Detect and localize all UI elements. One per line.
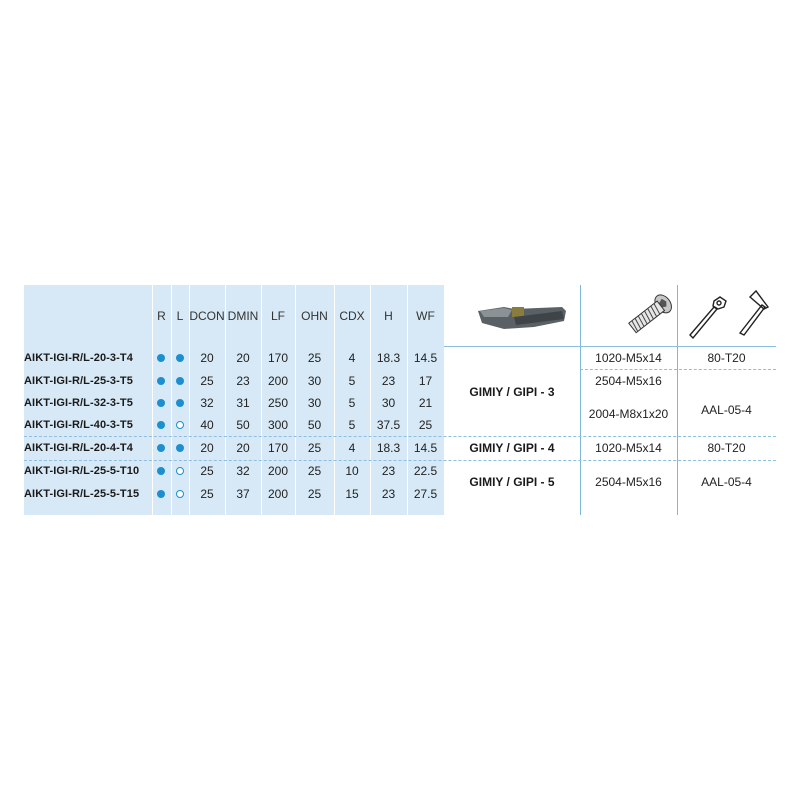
availability-r [157, 467, 165, 475]
availability-l [176, 354, 184, 362]
key-label: 80-T20 [707, 441, 746, 455]
row-divider [24, 436, 776, 437]
key-label: AAL-05-4 [701, 475, 752, 489]
availability-r [157, 399, 165, 407]
lf-cell: 170 [267, 351, 289, 365]
availability-r [157, 377, 165, 385]
dcon-cell: 20 [200, 351, 214, 365]
ohn-cell: 25 [307, 487, 322, 501]
dcon-cell: 40 [200, 418, 214, 432]
lf-cell: 200 [267, 464, 289, 478]
insert-icon [474, 297, 574, 337]
dmin-cell: 37 [236, 487, 250, 501]
header-r: R [157, 309, 166, 323]
availability-l [176, 399, 184, 407]
wrench-icon [684, 287, 774, 343]
key-label: AAL-05-4 [701, 403, 752, 417]
availability-l [176, 377, 184, 385]
wf-cell: 14.5 [413, 441, 438, 455]
header-ohn: OHN [301, 309, 328, 323]
screw-icon [614, 290, 684, 340]
header-wf: WF [416, 309, 435, 323]
ohn-cell: 50 [307, 418, 322, 432]
h-cell: 30 [381, 396, 396, 410]
tool-code: AIKT-IGI-R/L-32-3-T5 [24, 397, 133, 409]
header-lf: LF [270, 309, 285, 323]
tool-code: AIKT-IGI-R/L-20-4-T4 [24, 442, 133, 454]
lf-cell: 200 [267, 374, 289, 388]
dcon-cell: 20 [200, 441, 214, 455]
availability-l [176, 467, 184, 475]
lf-cell: 300 [267, 418, 289, 432]
lf-cell: 200 [267, 487, 289, 501]
wf-cell: 25 [418, 418, 433, 432]
cdx-cell: 5 [348, 374, 356, 388]
availability-l [176, 421, 184, 429]
availability-r [157, 421, 165, 429]
dcon-cell: 25 [200, 487, 214, 501]
cdx-cell: 15 [345, 487, 359, 501]
h-cell: 18.3 [376, 441, 401, 455]
dcon-cell: 25 [200, 374, 214, 388]
tool-code: AIKT-IGI-R/L-25-3-T5 [24, 375, 133, 387]
ohn-cell: 30 [307, 374, 322, 388]
h-cell: 23 [381, 464, 396, 478]
header-dcon: DCON [189, 309, 225, 323]
tool-code: AIKT-IGI-R/L-40-3-T5 [24, 419, 133, 431]
screw-label: 2004-M8x1x20 [588, 407, 669, 421]
insert-label: GIMIY / GIPI - 5 [469, 475, 555, 489]
header-dmin: DMIN [227, 309, 259, 323]
wf-cell: 27.5 [413, 487, 438, 501]
lf-cell: 250 [267, 396, 289, 410]
wf-cell: 14.5 [413, 351, 438, 365]
availability-r [157, 354, 165, 362]
cdx-cell: 4 [348, 441, 356, 455]
key-label: 80-T20 [707, 351, 746, 365]
dmin-cell: 31 [236, 396, 250, 410]
h-cell: 23 [381, 487, 396, 501]
cdx-cell: 5 [348, 396, 356, 410]
dmin-cell: 23 [236, 374, 250, 388]
row-divider [444, 346, 776, 347]
dmin-cell: 20 [236, 441, 250, 455]
screw-label: 2504-M5x16 [595, 475, 662, 489]
header-h: H [384, 309, 393, 323]
ohn-cell: 25 [307, 441, 322, 455]
ohn-cell: 30 [307, 396, 322, 410]
tool-code: AIKT-IGI-R/L-25-5-T15 [24, 488, 140, 500]
availability-r [157, 490, 165, 498]
h-cell: 18.3 [376, 351, 401, 365]
wf-cell: 21 [418, 396, 433, 410]
ohn-cell: 25 [307, 351, 322, 365]
ohn-cell: 25 [307, 464, 322, 478]
screw-label: 2504-M5x16 [595, 374, 662, 388]
dmin-cell: 20 [236, 351, 250, 365]
cdx-cell: 4 [348, 351, 356, 365]
screw-label: 1020-M5x14 [595, 351, 662, 365]
availability-r [157, 444, 165, 452]
wf-cell: 22.5 [413, 464, 438, 478]
dmin-cell: 32 [236, 464, 250, 478]
availability-l [176, 444, 184, 452]
insert-label: GIMIY / GIPI - 4 [469, 441, 555, 455]
dmin-cell: 50 [236, 418, 250, 432]
screw-label: 1020-M5x14 [595, 441, 662, 455]
wf-cell: 17 [418, 374, 433, 388]
header-l: L [176, 309, 184, 323]
cdx-cell: 5 [348, 418, 356, 432]
tool-table [24, 285, 776, 515]
tool-code: AIKT-IGI-R/L-20-3-T4 [24, 352, 133, 364]
row-divider [580, 369, 776, 370]
insert-label: GIMIY / GIPI - 3 [469, 385, 555, 399]
lf-cell: 170 [267, 441, 289, 455]
h-cell: 23 [381, 374, 396, 388]
dcon-cell: 25 [200, 464, 214, 478]
header-cdx: CDX [339, 309, 365, 323]
cdx-cell: 10 [345, 464, 359, 478]
h-cell: 37.5 [376, 418, 401, 432]
tool-code: AIKT-IGI-R/L-25-5-T10 [24, 465, 140, 477]
dcon-cell: 32 [200, 396, 214, 410]
availability-l [176, 490, 184, 498]
